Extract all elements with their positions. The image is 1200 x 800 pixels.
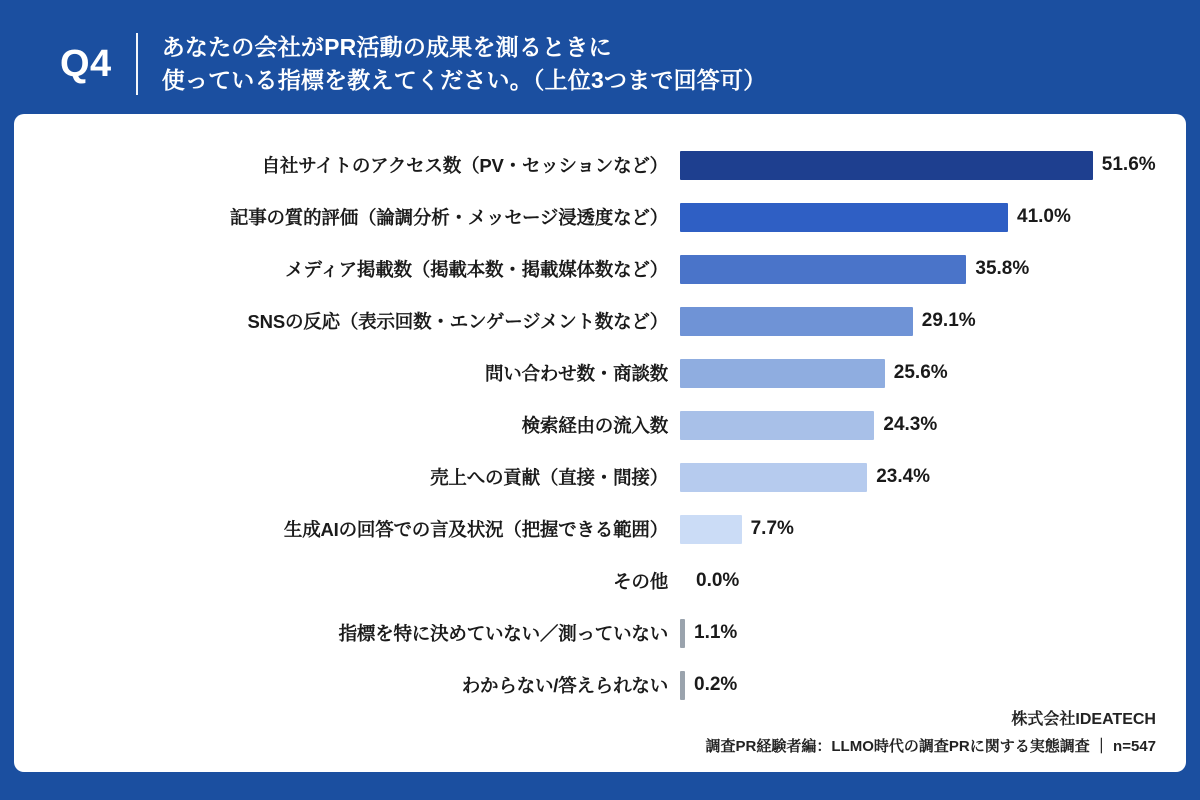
chart-row: [40, 558, 1160, 604]
bar-category-label: 生成AIの回答での言及状況（把握できる範囲）: [283, 519, 668, 540]
chart-row: [40, 350, 1160, 396]
chart-row: [40, 402, 1160, 448]
bar: [680, 151, 1093, 180]
question-number: Q4: [60, 43, 112, 85]
bar-value-label: 1.1%: [694, 622, 738, 643]
header-divider: [136, 33, 138, 95]
question-line-2: 使っている指標を教えてください。（上位3つまで回答可）: [161, 67, 767, 93]
bar-wrap: [680, 558, 1160, 604]
bar-wrap: [680, 298, 1160, 344]
bar-category-label: メディア掲載数（掲載本数・掲載媒体数など）: [285, 259, 668, 280]
question-line-1: あなたの会社がPR活動の成果を測るときに: [161, 33, 612, 60]
chart-row: [40, 610, 1160, 656]
footer-survey: 調査PR経験者編：LLMO時代の調査PRに関する実態調査 ｜ n=547: [705, 738, 1156, 755]
question-header: [14, 14, 1186, 114]
chart-row: [40, 298, 1160, 344]
footer-company: 株式会社IDEATECH: [1011, 711, 1156, 728]
bar-wrap: [680, 402, 1160, 448]
chart-footer: [706, 706, 1156, 756]
bar: [680, 307, 913, 336]
bar-category-label: その他: [613, 571, 668, 592]
bar-wrap: [680, 454, 1160, 500]
bar-wrap: [680, 194, 1160, 240]
bar-category-label: 自社サイトのアクセス数（PV・セッションなど）: [261, 155, 668, 176]
bar-value-label: 0.2%: [694, 674, 738, 695]
bar-category-label: 売上への貢献（直接・間接）: [430, 467, 668, 488]
bar-value-label: 51.6%: [1101, 154, 1156, 175]
bar-category-label: 問い合わせ数・商談数: [484, 363, 668, 384]
bar-category-label: 検索経由の流入数: [521, 415, 668, 436]
bar-wrap: [680, 350, 1160, 396]
bar: [680, 359, 885, 388]
bar-wrap: [680, 610, 1160, 656]
bar-category-label: 指標を特に決めていない／測っていない: [338, 623, 668, 644]
bar-value-label: 24.3%: [883, 414, 938, 435]
bar-value-label: 7.7%: [750, 518, 794, 539]
chart-row: [40, 662, 1160, 708]
bar-wrap: [680, 246, 1160, 292]
chart-row: [40, 194, 1160, 240]
bar: [680, 203, 1008, 232]
bar-wrap: [680, 662, 1160, 708]
bar-chart: [40, 142, 1160, 708]
bar-category-label: 記事の質的評価（論調分析・メッセージ浸透度など）: [229, 207, 668, 228]
bar-category-label: わからない/答えられない: [461, 675, 668, 696]
bar-value-label: 23.4%: [876, 466, 931, 487]
bar-value-label: 41.0%: [1017, 206, 1071, 227]
bar-wrap: [680, 506, 1160, 552]
chart-card: [14, 114, 1186, 772]
bar-value-label: 35.8%: [975, 258, 1030, 279]
bar-value-label: 0.0%: [696, 570, 740, 591]
bar-value-label: 29.1%: [921, 310, 976, 331]
bar: [680, 463, 867, 492]
bar-wrap: [680, 142, 1160, 188]
bar-category-label: SNSの反応（表示回数・エンゲージメント数など）: [247, 311, 668, 332]
question-text: [162, 31, 767, 98]
chart-row: [40, 506, 1160, 552]
bar: [680, 515, 742, 544]
bar-value-label: 25.6%: [893, 362, 948, 383]
bar: [680, 255, 966, 284]
chart-row: [40, 454, 1160, 500]
chart-row: [40, 246, 1160, 292]
chart-row: [40, 142, 1160, 188]
bar: [680, 411, 874, 440]
